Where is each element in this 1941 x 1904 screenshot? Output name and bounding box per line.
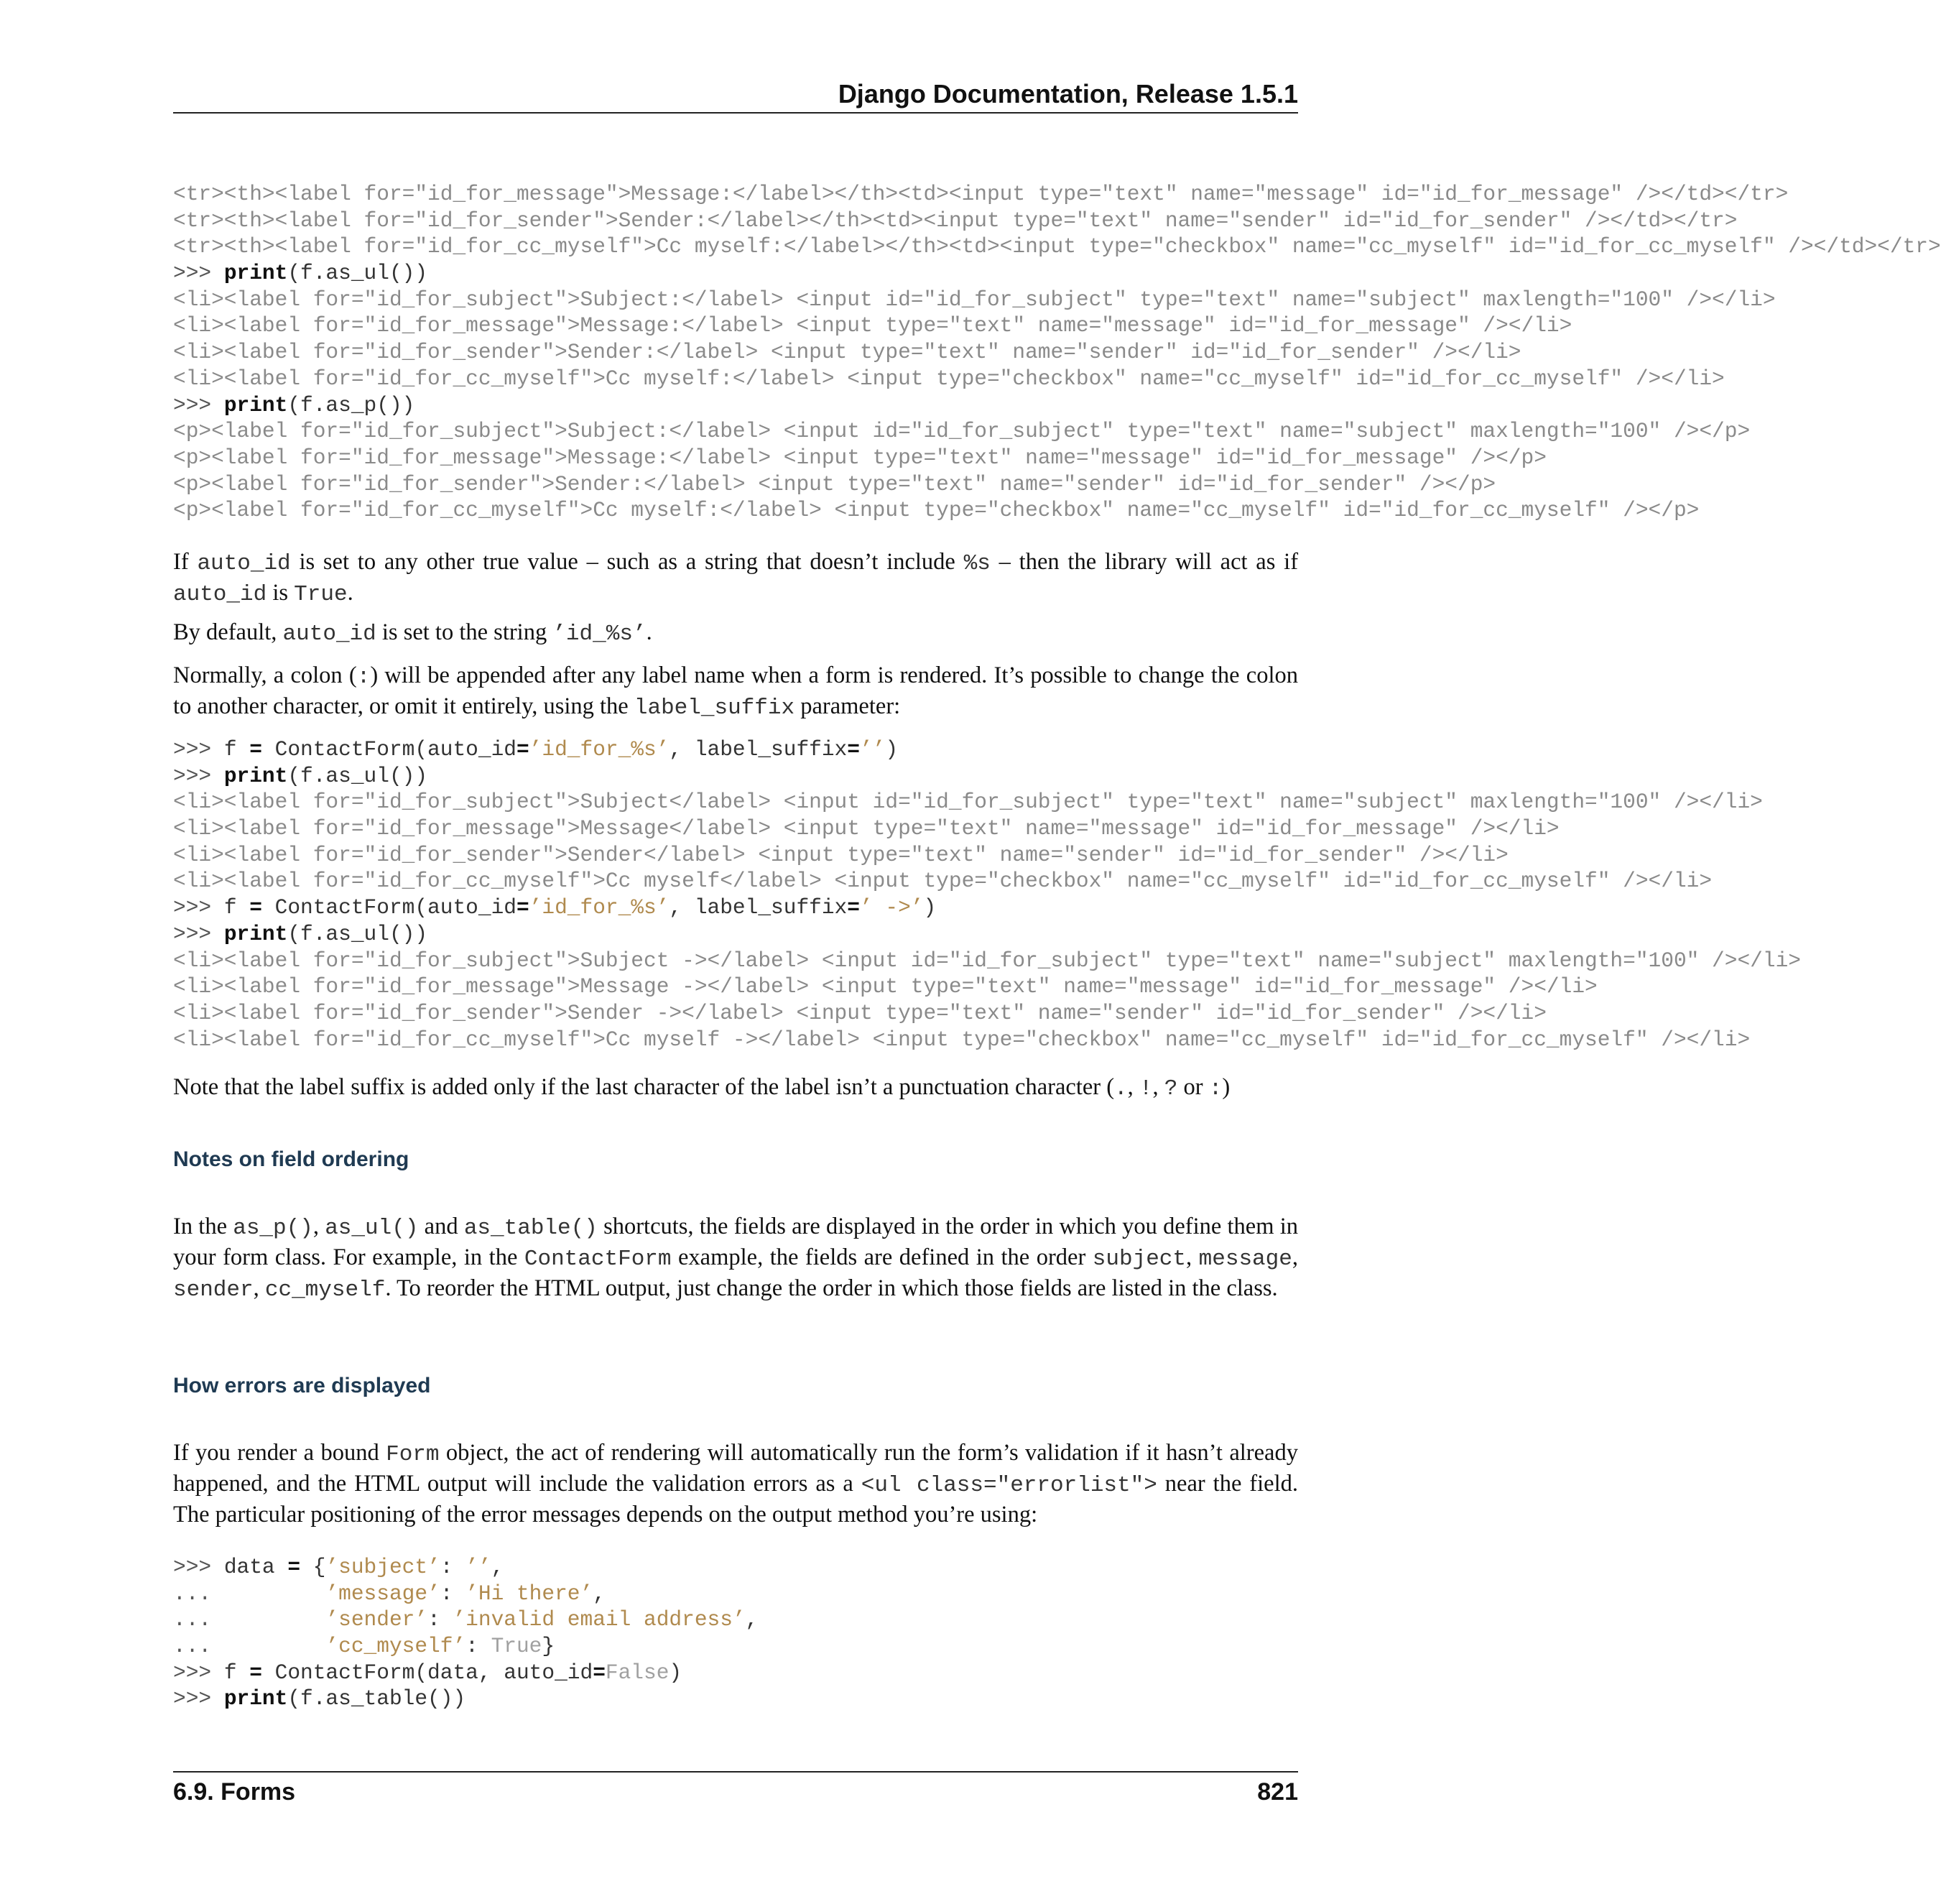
code-token: (f.as_p()) xyxy=(287,392,415,417)
code-token: f xyxy=(223,895,250,920)
text-run: In the xyxy=(173,1214,233,1239)
code-line xyxy=(173,921,1471,948)
paragraph-auto-id-default xyxy=(173,618,1298,649)
paragraph-field-ordering xyxy=(173,1212,1298,1305)
code-token: ContactForm(data, auto_id xyxy=(261,1660,593,1685)
code-block-label-suffix xyxy=(173,736,1801,1053)
code-token: >>> xyxy=(173,737,224,762)
footer-page-number: 821 xyxy=(1257,1778,1298,1806)
code-token: } xyxy=(542,1634,555,1659)
code-line xyxy=(173,339,1521,366)
code-line xyxy=(173,497,1700,524)
text-run: If you render a bound xyxy=(173,1440,386,1466)
text-run: , xyxy=(1292,1244,1298,1270)
code-token: ’invalid email address’ xyxy=(453,1607,746,1632)
page-header-title: Django Documentation, Release 1.5.1 xyxy=(838,79,1298,108)
code-line xyxy=(173,948,1801,974)
section-heading-field-ordering: Notes on field ordering xyxy=(173,1147,409,1171)
text-run: , xyxy=(312,1214,325,1239)
code-token: <li><label for="id_for_sender">Sender:</label> <input type="text" name="sender" id="id_for_sender" /></li> xyxy=(173,340,1521,365)
code-token: <li><label for="id_for_cc_myself">Cc myself:</label> <input type="checkbox" name="cc_myself" id="id_for_cc_myself" /></li> xyxy=(173,366,1725,391)
text-run: object, the act of rendering will automatically run the form’s validation if it hasn’t already happened, and the HTML output will include the validation errors as a xyxy=(173,1440,1298,1497)
code-token: ’’ xyxy=(859,737,886,762)
code-token: : xyxy=(440,1581,466,1606)
code-token: >>> xyxy=(173,392,224,417)
code-token: { xyxy=(300,1555,326,1579)
text-run: Note that the label suffix is added only if the last character of the label isn’t a punctuation character ( xyxy=(173,1074,1115,1100)
code-line xyxy=(173,287,1776,313)
code-token: , label_suffix xyxy=(669,737,848,762)
code-token: ’Hi there’ xyxy=(465,1581,593,1606)
inline-code: as_table() xyxy=(463,1216,598,1241)
code-line xyxy=(173,181,1789,208)
code-token: >>> xyxy=(173,763,224,788)
inline-code: ? xyxy=(1164,1076,1178,1101)
code-token: : xyxy=(465,1634,491,1659)
code-token: (f.as_ul()) xyxy=(287,261,428,286)
code-token: <li><label for="id_for_subject">Subject</label> <input id="id_for_subject" type="text" name="subject" maxlength="100" /></li> xyxy=(173,790,1763,815)
code-token: ’ ->’ xyxy=(859,895,924,920)
text-run: and xyxy=(418,1214,464,1239)
code-block-errors xyxy=(173,1554,1471,1712)
code-token: print xyxy=(223,392,288,417)
code-token: (f.as_ul()) xyxy=(287,763,428,788)
code-token: <li><label for="id_for_cc_myself">Cc myself</label> <input type="checkbox" name="cc_myself" id="id_for_cc_myself" /></li> xyxy=(173,869,1713,894)
code-token: ) xyxy=(885,737,899,762)
code-line xyxy=(173,815,1560,842)
code-token: ... xyxy=(173,1607,326,1632)
code-token: >>> xyxy=(173,1660,224,1685)
text-run: is set to the string xyxy=(376,619,553,645)
inline-code: as_ul() xyxy=(325,1216,419,1241)
code-token: f xyxy=(223,737,250,762)
code-line xyxy=(173,208,1738,234)
code-token: <tr><th><label for="id_for_sender">Sender:</label></th><td><input type="text" name="sender" id="id_for_sender" /></td></tr> xyxy=(173,208,1738,233)
code-token: ... xyxy=(173,1634,326,1659)
code-token: <li><label for="id_for_message">Message:</label> <input type="text" name="message" id="id_for_message" /></li> xyxy=(173,313,1572,338)
code-token: = xyxy=(249,895,262,920)
code-line xyxy=(173,736,1471,763)
code-token: <tr><th><label for="id_for_message">Message:</label></th><td><input type="text" name="message" id="id_for_message" /></td></tr> xyxy=(173,182,1789,206)
code-token: = xyxy=(847,737,860,762)
text-run: ) will be appended after any label name when a form is rendered. It’s possible to change the colon to another character, or omit it entirely, using the xyxy=(173,662,1298,719)
code-token: ) xyxy=(923,895,937,920)
code-token: ’id_for_%s’ xyxy=(529,895,670,920)
text-run: . xyxy=(347,580,353,606)
code-token: = xyxy=(249,737,262,762)
inline-code: : xyxy=(1208,1076,1223,1101)
code-token: print xyxy=(223,763,288,788)
code-line xyxy=(173,471,1496,498)
text-run: , xyxy=(1127,1074,1139,1100)
inline-code: sender xyxy=(173,1277,254,1303)
text-run: shortcuts, the fields are displayed in the order in which you define them in your form class. For example, in the xyxy=(173,1214,1299,1270)
inline-code: ’id_%s’ xyxy=(552,621,647,647)
code-token: >>> xyxy=(173,261,224,286)
inline-code: message xyxy=(1198,1247,1292,1272)
code-token: print xyxy=(223,921,288,946)
inline-code: : xyxy=(356,665,371,690)
code-line xyxy=(173,1027,1751,1053)
text-run: near the field. The particular positioning of the error messages depends on the output method you’re using: xyxy=(173,1471,1298,1528)
code-token: data xyxy=(223,1555,288,1579)
code-line xyxy=(173,842,1509,869)
code-token: <tr><th><label for="id_for_cc_myself">Cc myself:</label></th><td><input type="checkbox" name="cc_myself" id="id_for_cc_myself" /></td></tr> xyxy=(173,234,1941,259)
text-run: or xyxy=(1177,1074,1209,1100)
paragraph-label-suffix-note xyxy=(173,1073,1298,1104)
text-run: If xyxy=(173,549,198,575)
code-token: <li><label for="id_for_message">Message</label> <input type="text" name="message" id="id_for_message" /></li> xyxy=(173,816,1560,841)
inline-code: label_suffix xyxy=(634,695,795,721)
code-token: >>> xyxy=(173,1555,224,1579)
inline-code: True xyxy=(294,582,348,607)
code-line xyxy=(173,313,1572,339)
code-line xyxy=(173,392,1471,419)
code-token: print xyxy=(223,1686,288,1711)
inline-code: ContactForm xyxy=(524,1247,672,1272)
code-token: , xyxy=(593,1581,606,1606)
inline-code: . xyxy=(1114,1076,1128,1101)
code-token: ContactForm(auto_id xyxy=(261,737,516,762)
code-line xyxy=(173,1000,1547,1027)
text-run: – then the library will act as if xyxy=(990,549,1299,575)
code-line xyxy=(173,789,1763,815)
text-run: , xyxy=(1186,1244,1199,1270)
text-run: , xyxy=(1152,1074,1164,1100)
code-token: : xyxy=(440,1555,466,1579)
code-token: <p><label for="id_for_sender">Sender:</label> <input type="text" name="sender" id="id_for_sender" /></p> xyxy=(173,471,1496,496)
code-line xyxy=(173,366,1725,392)
code-token: = xyxy=(847,895,860,920)
text-run: . To reorder the HTML output, just change the order in which those fields are listed in the class. xyxy=(385,1275,1278,1301)
code-token: True xyxy=(491,1634,542,1659)
code-token: ’sender’ xyxy=(325,1607,428,1632)
inline-code: auto_id xyxy=(282,621,376,647)
code-token: ContactForm(auto_id xyxy=(261,895,516,920)
paragraph-auto-id-true xyxy=(173,547,1298,609)
code-line xyxy=(173,763,1471,790)
paragraph-label-suffix xyxy=(173,661,1298,723)
code-token: = xyxy=(516,895,529,920)
code-token: print xyxy=(223,261,288,286)
code-token: <p><label for="id_for_cc_myself">Cc myself:</label> <input type="checkbox" name="cc_myself" id="id_for_cc_myself" /></p> xyxy=(173,498,1700,523)
text-run: By default, xyxy=(173,619,283,645)
code-line xyxy=(173,895,1471,921)
inline-code: auto_id xyxy=(197,551,291,576)
code-block-as-ul-as-p xyxy=(173,181,1941,524)
code-token: (f.as_ul()) xyxy=(287,921,428,946)
code-token: <li><label for="id_for_cc_myself">Cc myself -></label> <input type="checkbox" name="cc_myself" id="id_for_cc_myself" /></li> xyxy=(173,1027,1751,1052)
code-token: >>> xyxy=(173,1686,224,1711)
code-token: ... xyxy=(173,1581,326,1606)
code-line xyxy=(173,1554,1471,1581)
code-line xyxy=(173,1581,1471,1607)
code-line xyxy=(173,1607,1471,1633)
inline-code: Form xyxy=(386,1442,440,1467)
code-line xyxy=(173,1686,1471,1712)
footer-rule xyxy=(173,1771,1298,1773)
code-token: <li><label for="id_for_sender">Sender -></label> <input type="text" name="sender" id="id_for_sender" /></li> xyxy=(173,1000,1547,1025)
code-line xyxy=(173,1660,1471,1686)
inline-code: <ul class="errorlist"> xyxy=(861,1473,1157,1498)
footer-section-title: 6.9. Forms xyxy=(173,1778,296,1806)
inline-code: auto_id xyxy=(173,582,267,607)
code-token: ) xyxy=(669,1660,682,1685)
code-token: <li><label for="id_for_subject">Subject:</label> <input id="id_for_subject" type="text" name="subject" maxlength="100" /></li> xyxy=(173,287,1776,312)
code-token: , xyxy=(745,1607,759,1632)
code-token: <li><label for="id_for_sender">Sender</label> <input type="text" name="sender" id="id_for_sender" /></li> xyxy=(173,842,1509,867)
text-run: is xyxy=(267,580,295,606)
header-rule xyxy=(173,112,1298,114)
code-line xyxy=(173,260,1471,287)
code-token: <p><label for="id_for_message">Message:</label> <input type="text" name="message" id="id_for_message" /></p> xyxy=(173,445,1547,470)
text-run: example, the fields are defined in the order xyxy=(671,1244,1093,1270)
code-token: False xyxy=(605,1660,670,1685)
inline-code: subject xyxy=(1092,1247,1187,1272)
code-token: , label_suffix xyxy=(669,895,848,920)
section-heading-errors: How errors are displayed xyxy=(173,1374,431,1397)
code-line xyxy=(173,1633,1471,1660)
inline-code: %s xyxy=(963,551,991,576)
code-line xyxy=(173,234,1941,260)
code-token: ’id_for_%s’ xyxy=(529,737,670,762)
code-line xyxy=(173,418,1751,445)
inline-code: ! xyxy=(1139,1076,1153,1101)
code-token: ’subject’ xyxy=(325,1555,440,1579)
code-token: ’’ xyxy=(465,1555,491,1579)
code-token: = xyxy=(593,1660,606,1685)
code-token: = xyxy=(249,1660,262,1685)
code-token: <li><label for="id_for_subject">Subject -></label> <input id="id_for_subject" type="text" name="subject" maxlength="100" /></li> xyxy=(173,948,1801,973)
inline-code: as_p() xyxy=(233,1216,313,1241)
code-line xyxy=(173,868,1713,895)
code-token: f xyxy=(223,1660,250,1685)
text-run: parameter: xyxy=(795,693,901,719)
text-run: ) xyxy=(1222,1074,1231,1100)
paragraph-errors xyxy=(173,1438,1298,1529)
code-token: <p><label for="id_for_subject">Subject:</label> <input id="id_for_subject" type="text" name="subject" maxlength="100" /></p> xyxy=(173,419,1751,444)
text-run: Normally, a colon ( xyxy=(173,662,357,688)
code-line xyxy=(173,974,1598,1000)
inline-code: cc_myself xyxy=(264,1277,386,1303)
code-line xyxy=(173,445,1547,471)
code-token: : xyxy=(427,1607,453,1632)
code-token: = xyxy=(287,1555,301,1579)
text-run: . xyxy=(646,619,652,645)
code-token: ’message’ xyxy=(325,1581,440,1606)
code-token: ’cc_myself’ xyxy=(325,1634,466,1659)
code-token: = xyxy=(516,737,529,762)
code-token: >>> xyxy=(173,895,224,920)
text-run: , xyxy=(253,1275,265,1301)
code-token: (f.as_table()) xyxy=(287,1686,466,1711)
code-token: <li><label for="id_for_message">Message -></label> <input type="text" name="message" id="id_for_message" /></li> xyxy=(173,974,1598,999)
text-run: is set to any other true value – such as a string that doesn’t include xyxy=(290,549,964,575)
code-token: , xyxy=(491,1555,504,1579)
code-token: >>> xyxy=(173,921,224,946)
